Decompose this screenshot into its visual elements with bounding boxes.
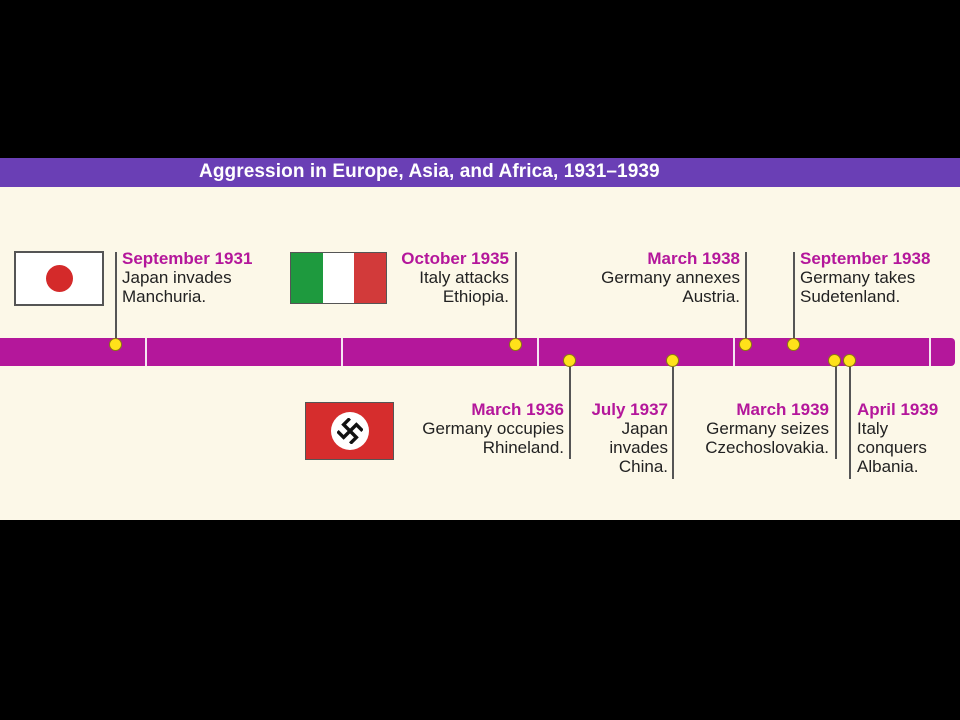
japan-flag-icon [14,251,104,306]
event-dot-apr-1939 [843,354,856,367]
event-mar-1938 [601,249,740,306]
event-dot-jul-1937 [666,354,679,367]
timeline-tick [929,338,931,366]
swastika-flag-icon [305,402,394,460]
timeline-title: Aggression in Europe, Asia, and Africa, 1931–1939 [199,161,660,182]
event-date: March 1936 [471,400,564,419]
event-sep-1931 [122,249,252,306]
event-apr-1939 [857,400,938,476]
event-date: April 1939 [857,400,939,419]
event-date: September 1938 [800,249,931,268]
stem-sep-1931 [115,252,117,344]
stem-mar-1939 [835,361,837,459]
timeline-tick [145,338,147,366]
event-date: March 1939 [736,400,829,419]
event-desc-line: Germany takes [800,268,916,287]
event-dot-oct-1935 [509,338,522,351]
event-dot-sep-1931 [109,338,122,351]
event-desc-line: Rhineland. [482,438,564,457]
event-desc-line: Albania. [857,457,919,476]
event-desc-line: conquers [857,438,927,457]
event-desc-line: Sudetenland. [800,287,901,306]
stem-mar-1938 [745,252,747,344]
event-desc-line: Ethiopia. [442,287,509,306]
event-date: March 1938 [647,249,740,268]
timeline-tick [341,338,343,366]
event-desc-line: Austria. [682,287,740,306]
event-desc-line: Japan [621,419,668,438]
event-dot-sep-1938 [787,338,800,351]
event-dot-mar-1939 [828,354,841,367]
event-desc-line: invades [609,438,668,457]
event-desc-line: Germany seizes [706,419,829,438]
event-desc-line: Italy attacks [419,268,509,287]
stem-oct-1935 [515,252,517,344]
stem-mar-1936 [569,361,571,459]
event-desc-line: Czechoslovakia. [705,438,829,457]
event-desc-line: Japan invades [122,268,232,287]
timeline-bar [0,338,955,366]
event-dot-mar-1936 [563,354,576,367]
event-desc-line: Germany occupies [422,419,564,438]
event-jul-1937 [591,400,668,476]
event-date: July 1937 [591,400,668,419]
timeline-tick [733,338,735,366]
event-date: October 1935 [401,249,509,268]
event-desc-line: Manchuria. [122,287,207,306]
event-mar-1939 [705,400,829,457]
event-date: September 1931 [122,249,253,268]
event-desc-line: China. [618,457,668,476]
stem-sep-1938 [793,252,795,344]
event-oct-1935 [401,249,509,306]
timeline-panel [0,158,960,520]
stem-apr-1939 [849,361,851,479]
stem-jul-1937 [672,361,674,479]
timeline-tick [537,338,539,366]
italy-flag-icon [290,252,387,304]
event-sep-1938 [800,249,930,306]
event-desc-line: Italy [857,419,889,438]
event-mar-1936 [422,400,564,457]
title-bar [0,158,960,187]
event-dot-mar-1938 [739,338,752,351]
event-desc-line: Germany annexes [601,268,740,287]
